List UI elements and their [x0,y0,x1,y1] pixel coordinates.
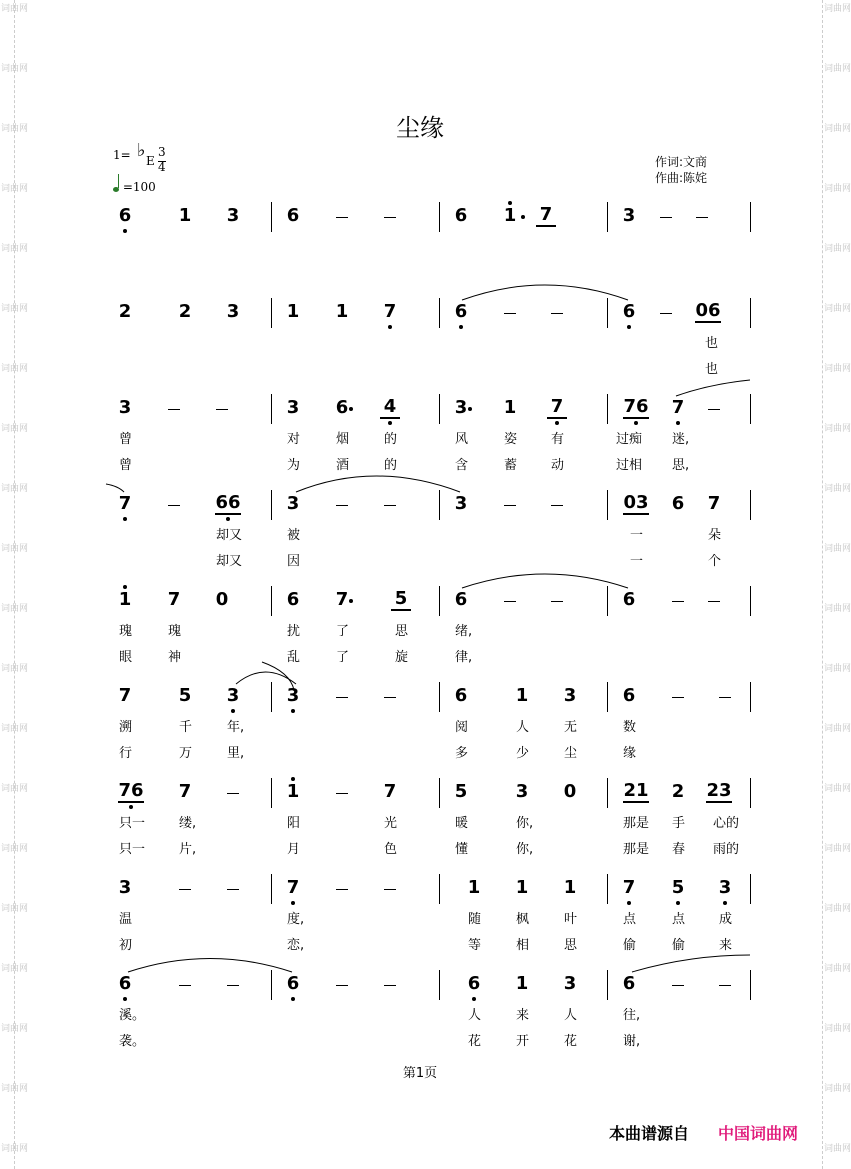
watermark-text: 词曲网 [824,1084,851,1094]
key-prefix: 1= [113,148,131,162]
lyric-verse-2: 个 [708,554,722,569]
note-digit: 1 [178,205,192,226]
lyric-verse-2: 花 [564,1034,578,1049]
note-digit: 2 [671,781,685,802]
watermark-text: 词曲网 [1,544,29,554]
tie-arc [676,380,750,396]
note-digit: 3 [515,781,529,802]
lyric-verse-1: 手 [672,816,686,831]
lyric-verse-2: 开 [516,1034,530,1049]
watermark-text: 词曲网 [824,424,851,434]
watermark-text: 词曲网 [824,544,851,554]
note-digit: 6 [622,589,636,610]
lyric-verse-2: 少 [516,746,530,761]
note-digit: 7 [671,397,685,418]
lyric-verse-1: 阅 [455,720,469,735]
watermark-text: 词曲网 [824,124,851,134]
song-title: 尘缘 [396,114,444,142]
tie-arc [462,574,628,588]
lyric-verse-1: 你, [516,816,534,831]
lyric-verse-2: 了 [336,650,350,665]
lyric-verse-2: 眼 [119,650,133,665]
note-digit: 6 [454,205,468,226]
lyric-verse-1: 瑰 [119,624,133,639]
lyric-verse-2: 为 [287,458,301,473]
lyric-verse-2: 来 [719,938,733,953]
lyric-verse-1: 曾 [119,432,133,447]
watermark-text: 词曲网 [824,664,851,674]
time-signature-denominator: 4 [158,160,166,174]
lyric-verse-1: 那是 [623,816,650,831]
lyric-verse-2: 却又 [216,554,243,569]
watermark-text: 词曲网 [1,424,29,434]
note-digit: 3 [118,877,132,898]
watermark-text: 词曲网 [824,64,851,74]
page-number: 第1页 [402,1066,438,1081]
lyric-verse-1: 人 [468,1008,482,1023]
note-digit: 3 [118,397,132,418]
lyric-verse-1: 度, [287,912,305,927]
lyric-verse-2: 花 [468,1034,482,1049]
lyric-verse-1: 只一 [119,816,146,831]
lyric-verse-1: 风 [455,432,469,447]
lyric-verse-2: 恋, [287,938,305,953]
lyric-verse-2: 雨的 [713,842,740,857]
watermark-text: 词曲网 [824,364,851,374]
note-digit: 1 [335,301,349,322]
tie-arc [462,285,628,300]
lyric-verse-1: 人 [516,720,530,735]
lyric-verse-1: 溪。 [119,1008,146,1023]
note-digit: 3 [226,205,240,226]
watermark-text: 词曲网 [1,664,29,674]
lyric-verse-2: 月 [287,842,301,857]
watermark-text: 词曲网 [1,124,29,134]
note-digit: 6 [118,205,132,226]
watermark-text: 词曲网 [1,304,29,314]
note-digit: 03 [623,492,649,513]
watermark-text: 词曲网 [1,724,29,734]
lyric-verse-2: 等 [468,938,482,953]
lyric-verse-1: 瑰 [168,624,182,639]
lyric-verse-2: 偷 [672,938,686,953]
lyric-verse-2: 蓄 [504,458,518,473]
watermark-text: 词曲网 [824,4,851,14]
watermark-text: 词曲网 [824,1024,851,1034]
key-letter: E [146,154,155,168]
lyric-verse-1: 了 [336,624,350,639]
lyric-verse-1: 烟 [336,432,350,447]
note-digit: 3 [286,493,300,514]
note-digit: 7 [539,204,553,225]
watermark-text: 词曲网 [1,604,29,614]
note-digit: 1 [563,877,577,898]
note-digit: 6 [286,589,300,610]
lyric-verse-1: 叶 [564,912,578,927]
note-digit: 3 [226,301,240,322]
watermark-text: 词曲网 [1,4,29,14]
lyric-verse-2: 那是 [623,842,650,857]
watermark-text: 词曲网 [1,364,29,374]
lyric-verse-2: 里, [227,746,245,761]
lyric-verse-1: 迷, [672,432,690,447]
note-digit: 7 [707,493,721,514]
note-digit: 5 [671,877,685,898]
tie-arc [106,484,124,492]
composer-credit: 作曲:陈姹 [655,171,708,185]
lyric-verse-2: 乱 [287,650,301,665]
lyric-verse-1: 千 [179,720,193,735]
lyric-verse-2: 谢, [623,1034,641,1049]
lyric-verse-1: 年, [227,720,245,735]
lyric-verse-1: 暖 [455,816,469,831]
lyric-verse-2: 初 [119,938,133,953]
lyric-verse-2: 过相 [616,458,643,473]
watermark-text: 词曲网 [1,1144,29,1154]
note-digit: 6 [622,973,636,994]
note-digit: 7 [622,877,636,898]
note-digit: 7 [550,396,564,417]
lyric-verse-1: 随 [468,912,482,927]
lyric-verse-1: 的 [384,432,398,447]
watermark-text: 词曲网 [824,724,851,734]
note-digit: 6 [454,685,468,706]
note-digit: 66 [215,492,241,513]
watermark-text: 词曲网 [1,244,29,254]
lyric-verse-1: 姿 [504,432,518,447]
note-digit: 6 [671,493,685,514]
watermark-text: 词曲网 [1,844,29,854]
note-digit: 6 [118,973,132,994]
time-signature-numerator: 3 [158,145,166,159]
note-digit: 3 [226,685,240,706]
lyric-verse-2: 行 [119,746,133,761]
note-digit: 6 [454,301,468,322]
lyric-verse-2: 含 [455,458,469,473]
note-digit: 7 [286,877,300,898]
watermark-text: 词曲网 [1,1024,29,1034]
watermark-text: 词曲网 [824,304,851,314]
note-digit: 6 [467,973,481,994]
lyric-verse-1: 朵 [708,528,722,543]
note-digit: 1 [118,589,132,610]
lyric-verse-1: 对 [287,432,301,447]
lyric-verse-2: 尘 [564,746,578,761]
lyric-verse-2: 思 [564,938,578,953]
lyric-verse-2: 懂 [455,842,469,857]
note-digit: 3 [718,877,732,898]
note-digit: 7 [335,589,349,610]
note-digit: 6 [335,397,349,418]
lyric-verse-2: 万 [179,746,193,761]
note-digit: 76 [623,396,649,417]
note-digit: 7 [118,493,132,514]
lyric-verse-1: 人 [564,1008,578,1023]
note-digit: 76 [118,780,144,801]
note-digit: 0 [563,781,577,802]
tie-arc [296,476,460,492]
lyric-verse-1: 扰 [287,624,301,639]
note-digit: 3 [454,493,468,514]
note-digit: 6 [286,205,300,226]
tempo-value: =100 [122,180,156,194]
note-digit: 7 [167,589,181,610]
source-label: 本曲谱源自 [609,1124,690,1143]
lyric-verse-2: 律, [455,650,473,665]
note-digit: 3 [286,397,300,418]
watermark-text: 词曲网 [824,1144,851,1154]
watermark-text: 词曲网 [1,964,29,974]
lyric-verse-1: 心的 [713,816,740,831]
note-digit: 5 [454,781,468,802]
note-digit: 2 [118,301,132,322]
lyric-verse-2: 缘 [623,746,637,761]
note-digit: 3 [563,973,577,994]
lyric-verse-2: 神 [168,650,182,665]
lyric-verse-2: 的 [384,458,398,473]
lyric-verse-1: 往, [623,1008,641,1023]
note-digit: 3 [622,205,636,226]
lyric-verse-1: 无 [564,720,578,735]
flat-icon: ♭ [137,140,146,161]
watermark-text: 词曲网 [824,604,851,614]
watermark-text: 词曲网 [1,784,29,794]
lyric-verse-1: 成 [719,912,733,927]
note-digit: 21 [623,780,649,801]
tie-arc [632,955,750,972]
lyric-verse-2: 思, [672,458,690,473]
lyric-verse-2: 春 [672,842,686,857]
lyric-verse-1: 温 [119,912,133,927]
note-digit: 6 [622,685,636,706]
lyric-verse-1: 思 [395,624,409,639]
lyric-verse-2: 片, [179,842,197,857]
watermark-text: 词曲网 [824,964,851,974]
tie-arc [236,672,296,684]
note-digit: 06 [695,300,721,321]
lyric-verse-1: 绪, [455,624,473,639]
watermark-text: 词曲网 [1,64,29,74]
lyric-verse-2: 色 [384,842,398,857]
lyric-verse-1: 溯 [119,720,133,735]
note-digit: 1 [515,877,529,898]
watermark-text: 词曲网 [824,244,851,254]
lyric-verse-2: 也 [705,362,719,377]
note-digit: 7 [178,781,192,802]
note-digit: 1 [286,301,300,322]
note-digit: 0 [215,589,229,610]
note-digit: 7 [383,301,397,322]
lyric-verse-2: 因 [287,554,301,569]
watermark-text: 词曲网 [1,484,29,494]
note-digit: 6 [286,973,300,994]
lyric-verse-2: 只一 [119,842,146,857]
lyric-verse-2: 袭。 [119,1034,146,1049]
lyric-verse-1: 有 [551,432,565,447]
watermark-text: 词曲网 [824,844,851,854]
note-digit: 3 [563,685,577,706]
lyric-verse-1: 光 [384,816,398,831]
lyric-verse-1: 也 [705,336,719,351]
note-digit: 6 [622,301,636,322]
watermark-text: 词曲网 [824,184,851,194]
lyricist-credit: 作词:文商 [655,155,708,169]
lyric-verse-2: 曾 [119,458,133,473]
lyric-verse-1: 缕, [179,816,197,831]
note-digit: 7 [118,685,132,706]
watermark-text: 词曲网 [1,904,29,914]
lyric-verse-2: 动 [551,458,565,473]
lyric-verse-1: 点 [623,912,637,927]
watermark-text: 词曲网 [824,904,851,914]
watermark-text: 词曲网 [824,484,851,494]
note-digit: 3 [454,397,468,418]
lyric-verse-2: 旋 [395,650,409,665]
lyric-verse-2: 你, [516,842,534,857]
lyric-verse-2: 一 [630,554,644,569]
note-digit: 1 [467,877,481,898]
note-digit: 1 [515,685,529,706]
note-digit: 6 [454,589,468,610]
lyric-verse-2: 多 [455,746,469,761]
lyric-verse-2: 酒 [336,458,350,473]
lyric-verse-1: 过痴 [616,432,643,447]
note-digit: 5 [178,685,192,706]
lyric-verse-1: 来 [516,1008,530,1023]
note-digit: 23 [706,780,732,801]
note-digit: 4 [383,396,397,417]
note-digit: 2 [178,301,192,322]
note-digit: 1 [503,205,517,226]
watermark-text: 词曲网 [824,784,851,794]
note-digit: 1 [515,973,529,994]
note-digit: 7 [383,781,397,802]
lyric-verse-2: 相 [516,938,530,953]
lyric-verse-1: 枫 [516,912,530,927]
note-digit: 5 [394,588,408,609]
lyric-verse-1: 阳 [287,816,301,831]
lyric-verse-2: 偷 [623,938,637,953]
tie-arc [262,662,294,690]
tie-arc [128,959,292,973]
source-brand: 中国词曲网 [718,1124,799,1143]
note-digit: 1 [286,781,300,802]
lyric-verse-1: 却又 [216,528,243,543]
note-digit: 1 [503,397,517,418]
watermark-text: 词曲网 [1,1084,29,1094]
lyric-verse-1: 数 [623,720,637,735]
lyric-verse-1: 被 [287,528,301,543]
watermark-text: 词曲网 [1,184,29,194]
lyric-verse-1: 点 [672,912,686,927]
lyric-verse-1: 一 [630,528,644,543]
note-digit: 3 [286,685,300,706]
